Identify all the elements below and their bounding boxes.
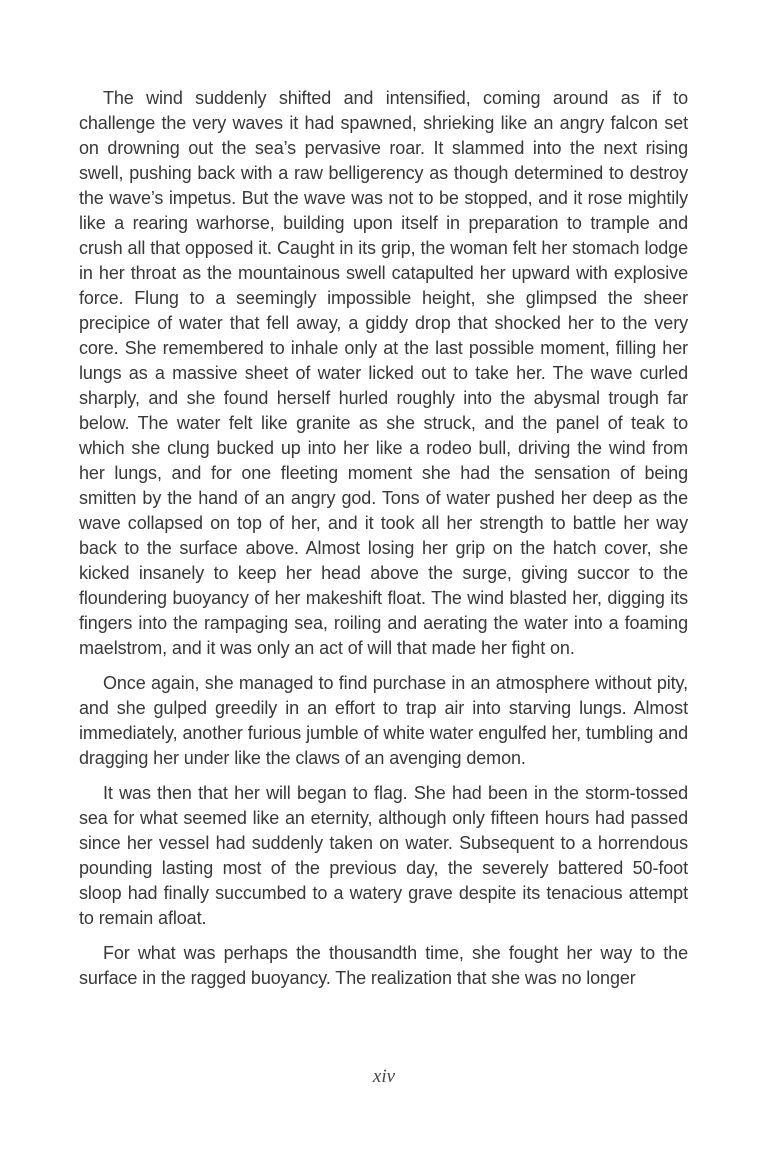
- paragraph-4: For what was perhaps the thousandth time, she fought her way to the surface in the ragged buoyancy. The realization that she was no longer: [79, 943, 688, 988]
- paragraph-2: Once again, she managed to find purchase in an atmosphere without pity, and she gulped greedily in an effort to trap air into starving lungs. Almost immediately, another furious jumble of white water engulfed her, tumbling and dragging her under like the claws of an avenging demon.: [79, 673, 688, 768]
- page-number: xiv: [372, 1066, 396, 1087]
- text-block: [79, 86, 688, 991]
- paragraph-1: The wind suddenly shifted and intensified, coming around as if to challenge the very waves it had spawned, shrieking like an angry falcon set on drowning out the sea’s pervasive roar. It slammed into the next rising swell, pushing back with a raw belligerency as though determined to destroy the wave’s impetus. But the wave was not to be stopped, and it rose mightily like a rearing warhorse, building upon itself in preparation to trample and crush all that opposed it. Caught in its grip, the woman felt her stomach lodge in her throat as the mountainous swell catapulted her upward with explosive force. Flung to a seemingly impossible height, she glimpsed the sheer precipice of water that fell away, a giddy drop that shocked her to the very core. She remembered to inhale only at the last possible moment, filling her lungs as a massive sheet of water licked out to take her. The wave curled sharply, and she found herself hurled roughly into the abysmal trough far below. The water felt like granite as she struck, and the panel of teak to which she clung bucked up into her like a rodeo bull, driving the wind from her lungs, and for one fleeting moment she had the sensation of being smitten by the hand of an angry god. Tons of water pushed her deep as the wave collapsed on top of her, and it took all her strength to battle her way back to the surface above. Almost losing her grip on the hatch cover, she kicked insanely to keep her head above the surge, giving succor to the floundering buoyancy of her makeshift float. The wind blasted her, digging its fingers into the rampaging sea, roiling and aerating the water into a foaming maelstrom, and it was only an act of will that made her fight on.: [79, 88, 688, 658]
- paragraph-3: It was then that her will began to flag. She had been in the storm-tossed sea for what seemed like an eternity, although only fifteen hours had passed since her vessel had suddenly taken on water. Subsequent to a horrendous pounding lasting most of the previous day, the severely battered 50-foot sloop had finally succumbed to a watery grave despite its tenacious attempt to remain afloat.: [79, 783, 688, 928]
